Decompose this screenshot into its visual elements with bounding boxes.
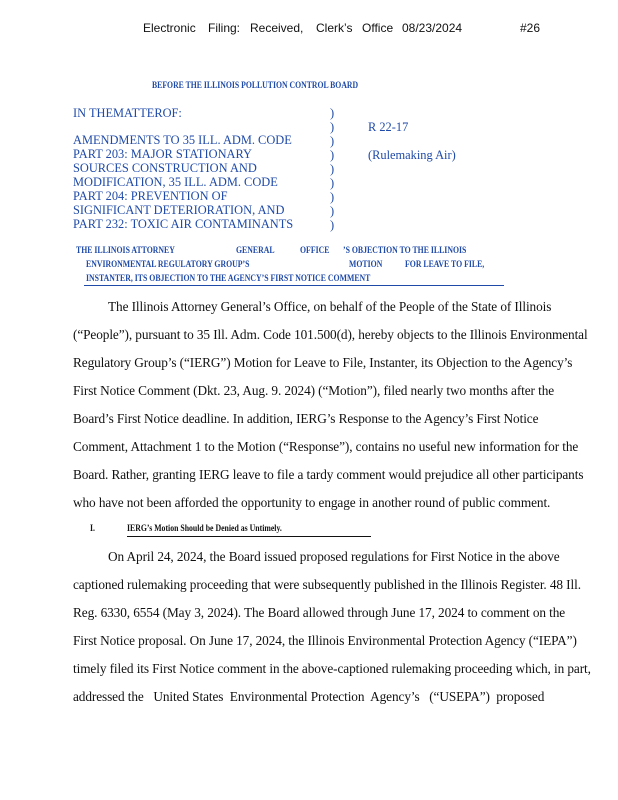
title-line3: INSTANTER, ITS OBJECTION TO THE AGENCY’S FIRST NOTICE COMMENT xyxy=(86,274,371,284)
rulemaking-type: (Rulemaking Air) xyxy=(368,148,456,162)
header-office: Office xyxy=(362,21,394,35)
paragraph2-line: Reg. 6330, 6554 (May 3, 2024). The Board allowed through June 17, 2024 to comment on the xyxy=(73,605,566,620)
title-line1-a: THE ILLINOIS ATTORNEY xyxy=(76,246,175,256)
paragraph2-line: addressed the United States Environmental Protection Agency’s (“USEPA”) proposed xyxy=(73,689,545,704)
caption-line: SIGNIFICANT DETERIORATION, AND xyxy=(73,203,285,217)
caption-line: PART 204: PREVENTION OF xyxy=(73,189,228,203)
caption-line: AMENDMENTS TO 35 ILL. ADM. CODE xyxy=(73,133,292,147)
caption-left xyxy=(73,106,293,231)
paragraph1-line: (“People”), pursuant to 35 Ill. Adm. Code 101.500(d), hereby objects to the Illinois Environmental xyxy=(73,327,588,342)
title-line2-a: ENVIRONMENTAL REGULATORY GROUP’S xyxy=(86,260,250,270)
paragraph1-line: who have not been afforded the opportunity to engage in another round of public comment. xyxy=(73,495,551,510)
paren: ) xyxy=(330,120,335,134)
title-line1-d: ’S OBJECTION TO THE ILLINOIS xyxy=(343,246,467,256)
paragraph1-line: The Illinois Attorney General’s Office, on behalf of the People of the State of Illinois xyxy=(108,299,552,314)
paren: ) xyxy=(330,106,335,120)
paren: ) xyxy=(330,176,335,190)
paragraph1-line: First Notice Comment (Dkt. 23, Aug. 9. 2024) (“Motion”), filed nearly two months after the xyxy=(73,383,555,398)
paragraph1-line: Board’s First Notice deadline. In addition, IERG’s Response to the Agency’s First Notice xyxy=(73,411,539,426)
header-clerks: Clerk’s xyxy=(316,21,353,35)
caption-line: MODIFICATION, 35 ILL. ADM. CODE xyxy=(73,175,278,189)
caption-right xyxy=(368,120,456,162)
header-date: 08/23/2024 xyxy=(402,21,463,35)
court-name: BEFORE THE ILLINOIS POLLUTION CONTROL BOARD xyxy=(152,80,359,90)
in-the-matter-of: IN THEMATTEROF: xyxy=(73,106,182,120)
caption-line: PART 232: TOXIC AIR CONTAMINANTS xyxy=(73,217,294,231)
paragraph2-line: First Notice proposal. On June 17, 2024, the Illinois Environmental Protection Agency (“IEPA”) xyxy=(73,633,577,648)
paren: ) xyxy=(330,148,335,162)
header-filing: Filing: xyxy=(208,21,241,35)
paren: ) xyxy=(330,190,335,204)
paragraph2-line: On April 24, 2024, the Board issued proposed regulations for First Notice in the above xyxy=(108,549,560,564)
paragraph1-line: Regulatory Group’s (“IERG”) Motion for Leave to File, Instanter, its Objection to the Agency’s xyxy=(73,355,573,370)
caption-line: PART 203: MAJOR STATIONARY xyxy=(73,147,252,161)
paren: ) xyxy=(330,218,335,232)
header-doc-number: #26 xyxy=(520,21,541,35)
title-line1-c: OFFICE xyxy=(300,246,330,256)
case-number: R 22-17 xyxy=(368,120,409,134)
paragraph1-line: Board. Rather, granting IERG leave to file a tardy comment would prejudice all other participants xyxy=(73,467,584,482)
paren: ) xyxy=(330,134,335,148)
title-line1-b: GENERAL xyxy=(236,246,275,256)
section-number: I. xyxy=(90,524,95,534)
title-underline xyxy=(84,285,504,286)
section-heading-underline xyxy=(127,536,371,537)
caption-line: SOURCES CONSTRUCTION AND xyxy=(73,161,257,175)
section-heading: IERG’s Motion Should be Denied as Untimely. xyxy=(127,524,282,534)
header-received: Received, xyxy=(250,21,304,35)
title-line2-b: MOTION xyxy=(349,260,383,270)
paragraph2-line: timely filed its First Notice comment in the above-captioned rulemaking proceeding which, in part, xyxy=(73,661,591,676)
paren: ) xyxy=(330,204,335,218)
paragraph2-line: captioned rulemaking proceeding that were subsequently published in the Illinois Register. 48 Ill. xyxy=(73,577,581,592)
header-electronic: Electronic xyxy=(143,21,196,35)
paren: ) xyxy=(330,162,335,176)
caption-parens xyxy=(330,106,334,232)
title-line2-c: FOR LEAVE TO FILE, xyxy=(405,260,485,270)
paragraph1-line: Comment, Attachment 1 to the Motion (“Response”), contains no useful new information for the xyxy=(73,439,579,454)
